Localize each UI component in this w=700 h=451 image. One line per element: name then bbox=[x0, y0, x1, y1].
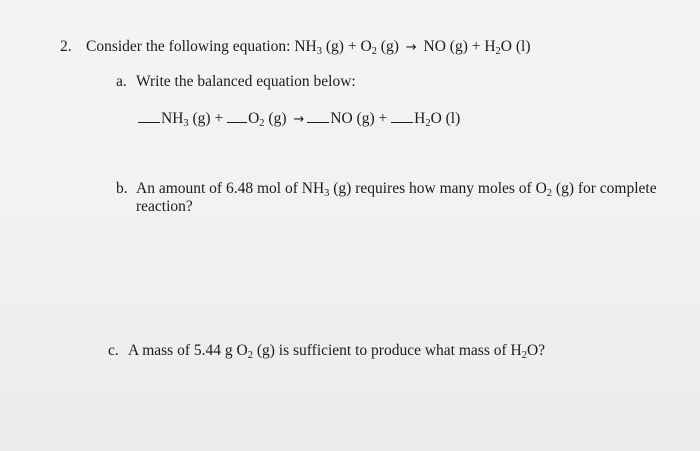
equation-reactant-o2: $O_2$ (g) bbox=[360, 38, 403, 57]
part-c-letter: c. bbox=[108, 342, 119, 359]
equation-reactant-nh3: $NH_3$ (g) + bbox=[294, 38, 361, 57]
balanced-equation-template: $NH_3$ $(g) + O_2$ (g) → NO $(g) + H_2O$ (l) bbox=[138, 110, 460, 129]
coefficient-blank-nh3[interactable] bbox=[138, 110, 160, 123]
coefficient-blank-h2o[interactable] bbox=[391, 110, 413, 123]
part-a-letter: a. bbox=[116, 73, 127, 90]
reaction-arrow-icon: → bbox=[293, 112, 305, 127]
question-number: 2. bbox=[60, 38, 72, 55]
part-a-text: Write the balanced equation below: bbox=[136, 73, 356, 90]
part-b-question: b. An amount of 6.48 mol of $NH_3$ (g) requires how many moles of $O_2$ (g) for complete bbox=[116, 180, 657, 199]
question-2-heading bbox=[60, 38, 531, 57]
coefficient-blank-o2[interactable] bbox=[227, 110, 247, 123]
part-b-letter: b. bbox=[116, 180, 128, 197]
question-intro: Consider the following equation: bbox=[86, 38, 291, 55]
part-b-question-continued: reaction? bbox=[136, 198, 193, 215]
equation-products: NO $(g) + H_2O$ (l) bbox=[419, 38, 531, 57]
part-a-prompt bbox=[116, 73, 356, 91]
reaction-arrow-icon: → bbox=[405, 40, 417, 55]
part-c-question: c. A mass of 5.44 g $O_2$ (g) is sufficient to produce what mass of $H_2O$? bbox=[108, 342, 546, 361]
coefficient-blank-no[interactable] bbox=[307, 110, 329, 123]
